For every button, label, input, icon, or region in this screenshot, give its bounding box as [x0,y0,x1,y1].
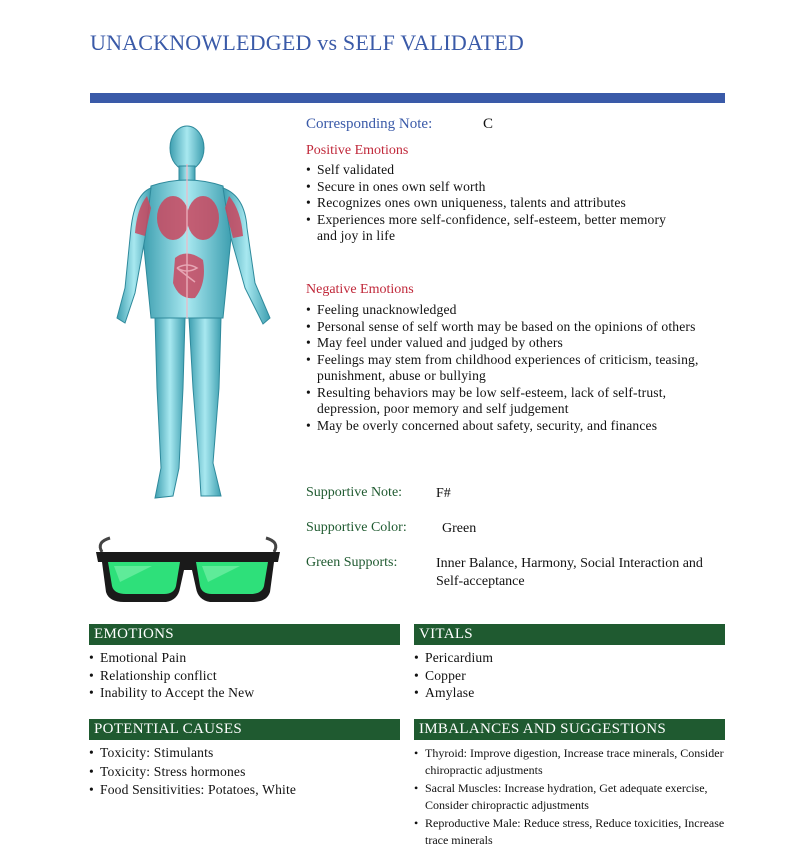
list-item: • Food Sensitivities: Potatoes, White [89,782,399,799]
positive-emotions-list [306,162,716,245]
list-item: • Thyroid: Improve digestion, Increase trace minerals, Consider chiropractic adjustments [414,745,728,779]
human-anatomy-illustration [95,118,295,513]
list-item: • Sacral Muscles: Increase hydration, Get adequate exercise, Consider chiropractic adjustments [414,780,728,814]
supportive-color-label: Supportive Color: [306,520,407,535]
list-item: • Pericardium [414,650,724,667]
negative-emotions-label: Negative Emotions [306,282,414,297]
list-item: • Relationship conflict [89,668,399,685]
supportive-color-value: Green [442,521,477,536]
list-item: • Self validated [306,162,716,179]
list-item: • Toxicity: Stimulants [89,745,399,762]
list-item: • Emotional Pain [89,650,399,667]
list-item: • Personal sense of self worth may be based on the opinions of others [306,319,716,336]
list-item: • May feel under valued and judged by others [306,335,716,352]
list-item: • Experiences more self-confidence, self-esteem, better memory and joy in life [306,212,672,245]
potential-causes-list [89,745,399,799]
corresponding-note-label: Corresponding Note: [306,116,433,132]
potential-causes-header: POTENTIAL CAUSES [89,719,400,740]
supportive-note-value: F# [436,486,451,501]
page-title: UNACKNOWLEDGED vs SELF VALIDATED [90,30,524,55]
vitals-list [414,650,724,702]
corresponding-note-value: C [483,116,494,132]
emotions-header: EMOTIONS [89,624,400,645]
emotions-list [89,650,399,702]
list-item: • Copper [414,668,724,685]
list-item: • Feeling unacknowledged [306,302,716,319]
list-item: • Recognizes ones own uniqueness, talents and attributes [306,195,716,212]
list-item: • Resulting behaviors may be low self-esteem, lack of self-trust, depression, poor memory and self judgement [306,385,667,418]
list-item: • Reproductive Male: Reduce stress, Reduce toxicities, Increase trace minerals [414,815,728,849]
list-item: • Amylase [414,685,724,702]
positive-emotions-label: Positive Emotions [306,143,409,158]
title-rule [90,93,725,103]
list-item: • Feelings may stem from childhood experiences of criticism, teasing, punishment, abuse or bullying [306,352,712,385]
imbalances-header: IMBALANCES AND SUGGESTIONS [414,719,725,740]
green-supports-value: Inner Balance, Harmony, Social Interaction and Self-acceptance [436,556,703,589]
list-item: • May be overly concerned about safety, security, and finances [306,418,716,435]
vitals-header: VITALS [414,624,725,645]
green-supports-label: Green Supports: [306,555,398,570]
supportive-note-label: Supportive Note: [306,485,403,500]
green-glasses-illustration [92,530,284,610]
imbalances-list [414,745,728,850]
negative-emotions-list [306,302,716,434]
list-item: • Toxicity: Stress hormones [89,764,399,781]
list-item: • Inability to Accept the New [89,685,399,702]
list-item: • Secure in ones own self worth [306,179,716,196]
